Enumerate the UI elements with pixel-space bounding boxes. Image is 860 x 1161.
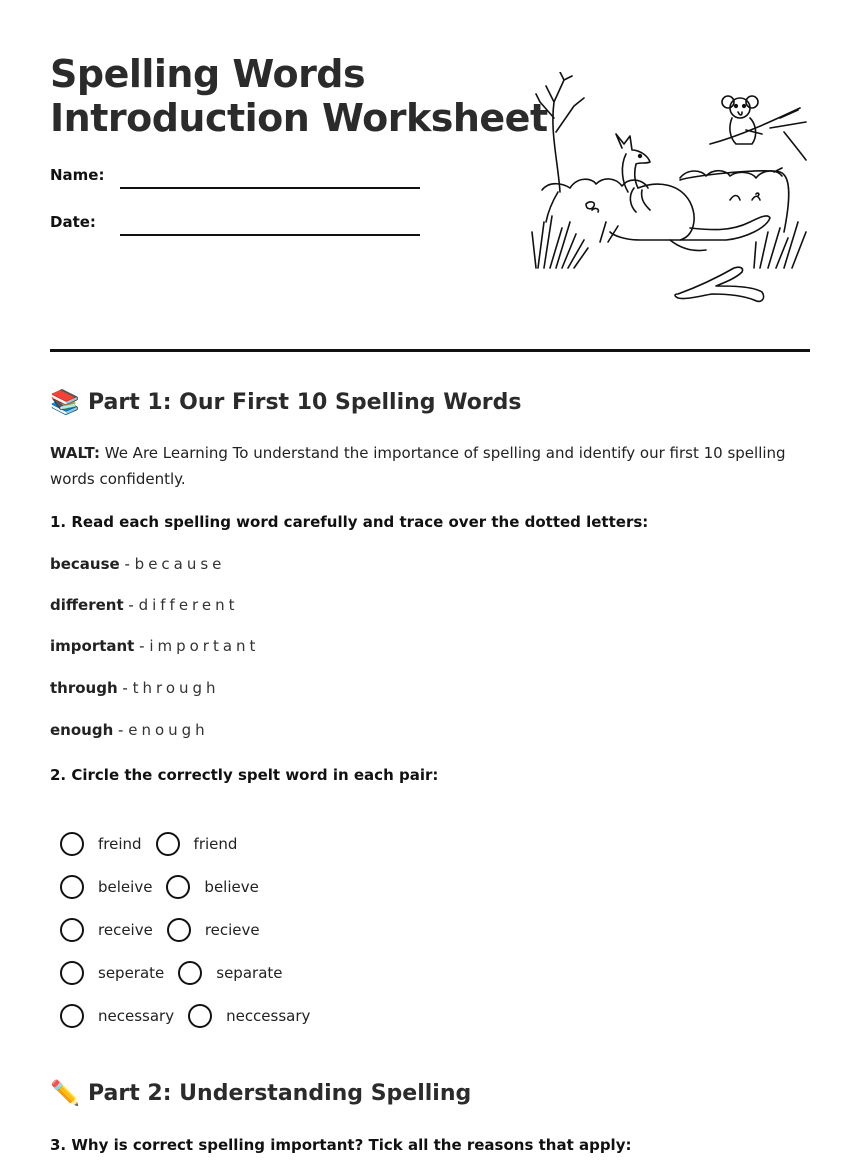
name-input-line[interactable] [120, 187, 420, 189]
trace-word-row [50, 721, 209, 739]
circle-option-radio[interactable] [178, 961, 202, 985]
title-line-1: Spelling Words [50, 52, 366, 96]
option-label: believe [204, 878, 259, 896]
trace-separator: - [123, 596, 139, 614]
worksheet-title [50, 52, 548, 140]
circle-option-radio[interactable] [167, 918, 191, 942]
books-icon: 📚 [50, 388, 80, 416]
option-label: beleive [98, 878, 153, 896]
walt-label: WALT: [50, 444, 100, 462]
circle-option-radio[interactable] [60, 875, 84, 899]
trace-dotted-letters[interactable]: enough [128, 721, 209, 739]
circle-option-radio[interactable] [188, 1004, 212, 1028]
trace-separator: - [113, 721, 129, 739]
word-pair [60, 1003, 324, 1029]
trace-word: through [50, 679, 118, 697]
part2-title: Part 2: Understanding Spelling [88, 1080, 472, 1106]
trace-word-row [50, 596, 239, 614]
title-line-2: Introduction Worksheet [50, 96, 548, 140]
walt-statement [50, 440, 810, 492]
option-label: recieve [204, 921, 260, 939]
trace-dotted-letters[interactable]: because [134, 555, 226, 573]
circle-option-radio[interactable] [60, 918, 84, 942]
trace-separator: - [117, 679, 133, 697]
part1-heading [50, 388, 522, 416]
trace-separator: - [134, 637, 150, 655]
word-pair [60, 917, 274, 943]
date-input-line[interactable] [120, 234, 420, 236]
word-pair [60, 960, 297, 986]
trace-word-row [50, 555, 225, 573]
circle-option-radio[interactable] [60, 1004, 84, 1028]
part2-heading [50, 1079, 471, 1107]
option-label: friend [193, 835, 238, 853]
name-field [50, 166, 104, 184]
circle-option-radio[interactable] [60, 832, 84, 856]
option-label: separate [216, 964, 283, 982]
question-2: 2. Circle the correctly spelt word in each pair: [50, 766, 439, 784]
circle-option-radio[interactable] [156, 832, 180, 856]
word-pair [60, 874, 273, 900]
trace-word-row [50, 637, 259, 655]
trace-dotted-letters[interactable]: through [132, 679, 220, 697]
option-label: receive [98, 921, 153, 939]
part1-title: Part 1: Our First 10 Spelling Words [88, 389, 522, 415]
circle-option-radio[interactable] [166, 875, 190, 899]
australian-animals-illustration-icon [530, 72, 810, 308]
option-label: seperate [98, 964, 165, 982]
trace-dotted-letters[interactable]: important [149, 637, 260, 655]
trace-word: different [50, 596, 124, 614]
question-3: 3. Why is correct spelling important? Tick all the reasons that apply: [50, 1136, 632, 1154]
name-label: Name: [50, 166, 105, 184]
trace-separator: - [119, 555, 135, 573]
walt-text: We Are Learning To understand the importance of spelling and identify our first 10 spelling words confidently. [50, 444, 786, 488]
date-label: Date: [50, 213, 96, 231]
header-divider [50, 349, 810, 352]
trace-dotted-letters[interactable]: different [138, 596, 239, 614]
pencil-icon: ✏️ [50, 1079, 80, 1107]
worksheet-page [50, 0, 810, 1154]
trace-word-row [50, 679, 220, 697]
worksheet-header [50, 0, 810, 352]
word-pair [60, 831, 251, 857]
trace-word: important [50, 637, 135, 655]
circle-option-radio[interactable] [60, 961, 84, 985]
option-label: freind [98, 835, 142, 853]
trace-word: because [50, 555, 120, 573]
option-label: necessary [98, 1007, 175, 1025]
date-field [50, 213, 96, 231]
question-1: 1. Read each spelling word carefully and trace over the dotted letters: [50, 513, 649, 531]
option-label: neccessary [226, 1007, 311, 1025]
trace-word: enough [50, 721, 114, 739]
